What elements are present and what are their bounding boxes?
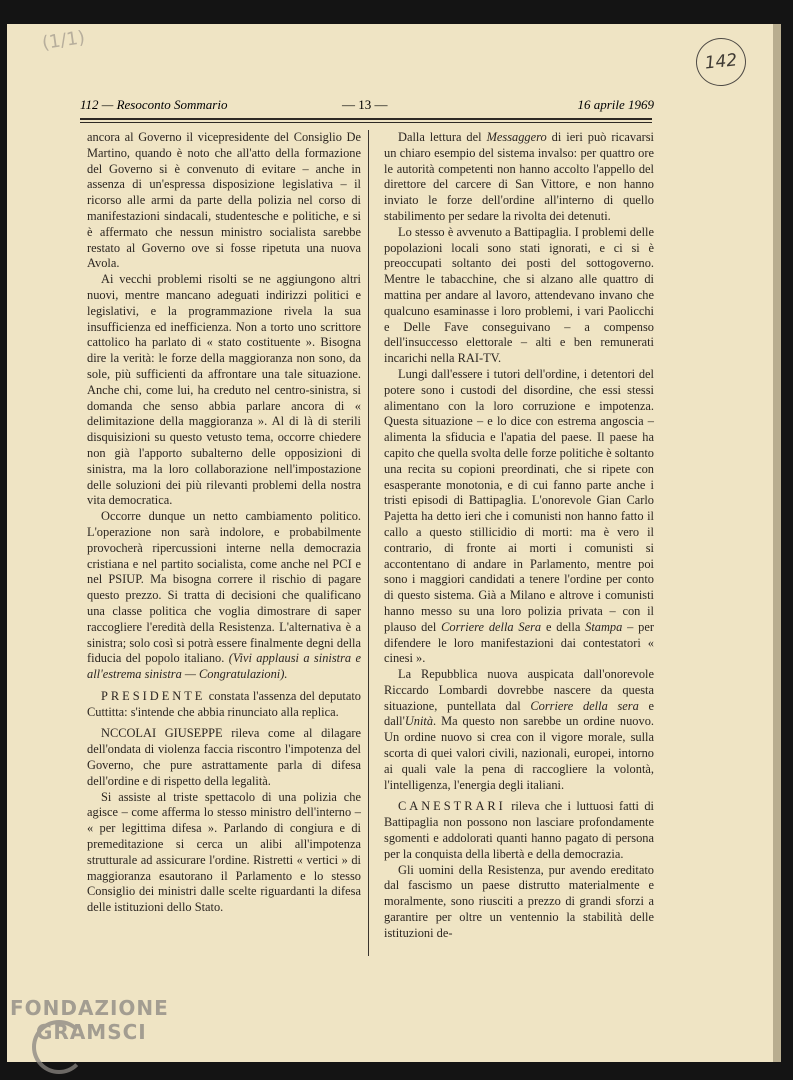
- paragraph: La Repubblica nuova auspicata dall'onorevole Riccardo Lombardi dovrebbe nascere da questa situazione, puntellata dal Corriere della sera e dall'Unità. Ma questo non sarebbe un ordine nuovo. Un ordine nuovo si crea con il vigore morale, sulla scorta di quei valori civili, nazionali, europei, intorno ai quali vale la pena di raccogliere la volontà, l'intelligenza, l'energia degli italiani.: [384, 667, 654, 792]
- paragraph: CANESTRARI rileva che i luttuosi fatti di Battipaglia non possono non lasciare profondamente sgomenti e addolorati quanti hanno pagato di persona per la conquista della libertà e della democrazia.: [384, 799, 654, 861]
- header-date: 16 aprile 1969: [577, 97, 654, 112]
- speaker-name: PRESIDENTE: [101, 688, 206, 703]
- paragraph: Lungi dall'essere i tutori dell'ordine, i detentori del potere sono i custodi del disordine, che essi stessi alimentano con la loro corruzione e impotenza. Questa situazione – e lo dice con estrema angoscia – alimenta la sfiducia e l'apatia del paese. Il paese ha capito che quella svolta delle forze politiche è soltanto una recita su copioni preordinati, che si ripete con esasperante monotonia, e di cui fanno parte anche i tristi episodi di Battipaglia. L'onorevole Gian Carlo Pajetta ha detto ieri che i comunisti non hanno fatto il callo a questo stillicidio di morti: ma è vero il contrario, di fronte ai morti i comunisti si accontentano di andare in Parlamento, mentre poi sono i maggiori candidati a tenere l'ordine per conto di questo sistema. Già a Milano e altrove i comunisti hanno messo su una loro polizia privata – con il plauso del Corriere della Sera e della Stampa – per difendere le loro manifestazioni dai contestatori « cinesi ».: [384, 366, 654, 666]
- paragraph: ancora al Governo il vicepresidente del Consiglio De Martino, quando è noto che all'atto della formazione del Governo si è convenuto di evitare – anche in assenza di un'espressa disposizione legislativa – il ricorso alle armi da parte della polizia nel corso di manifestazioni sindacali, studentesche e politiche, e si è affermato che nessun ministro socialista sarebbe restato al Governo ove si fosse ripetuta una nuova Avola.: [87, 130, 361, 271]
- header-left: 112 — Resoconto Sommario: [80, 97, 228, 112]
- stage-direction: (Vivi applausi a sinistra e all'estrema sinistra — Congratulazioni).: [87, 651, 361, 682]
- speaker-name: NCCOLAI GIUSEPPE: [101, 726, 223, 741]
- newspaper-title: Messaggero: [486, 130, 547, 144]
- fondazione-gramsci-watermark: [10, 996, 200, 1062]
- header-rule: [80, 118, 652, 120]
- paragraph: Ai vecchi problemi risolti se ne aggiungono altri nuovi, mentre mancano adeguati indirizzi politici e legislativi, e la programmazione rivela la sua insufficienza ed inefficienza. Non a torto uno scrittore cattolico ha parlato di « stato costituente ». Bisogna dire la verità: le forze della maggioranza non sono, da sole, più sufficienti da affrontare una tale situazione. Anche chi, come lui, ha creduto nel centro-sinistra, si domanda che senso abbia parlare ancora di « delimitazione della maggioranza ». Al di là di sterili disquisizioni su questo vetusto tema, occorre chiedere non già l'apporto subalterno delle opposizioni di sinistra, ma la loro collaborazione nell'impostazione delle soluzioni dei più rilevanti problemi della nostra vita democratica.: [87, 272, 361, 508]
- newspaper-title: Corriere della sera: [530, 698, 639, 713]
- page-number: — 13 —: [342, 97, 388, 112]
- right-column: [384, 130, 654, 942]
- paragraph: Lo stesso è avvenuto a Battipaglia. I problemi delle popolazioni locali sono stati ignorati, e ci si è preoccupati soltanto dei posti del sottogoverno. Mentre le tabacchine, che si alzano alle quattro di mattina per andare al lavoro, attendevano invano che qualcuno esaminasse i loro problemi, i vari Paolicchi e Delle Fave conseguivano – a compenso dell'insuccesso elettorale – alti e ben remunerati incarichi nella RAI-TV.: [384, 224, 654, 366]
- watermark-line1: FONDAZIONE: [10, 996, 169, 1020]
- paragraph: NCCOLAI GIUSEPPE rileva come al dilagare dell'ondata di violenza faccia riscontro l'impotenza del Governo, che pure astrattamente parla di difesa dell'ordine e di rispetto della legalità.: [87, 726, 361, 788]
- newspaper-title: Corriere della Sera: [441, 619, 542, 634]
- paragraph: Dalla lettura del Messaggero di ieri può ricavarsi un chiaro esempio del sistema invalso: per quattro ore le autorità competenti non hanno accolto l'appello del direttore del carcere di San Vittore, e non hanno inviato le forze dell'ordine all'interno di quello stabilimento per sedare la rivolta dei detenuti.: [384, 130, 654, 223]
- newspaper-title: Stampa: [585, 619, 623, 634]
- column-divider: [368, 130, 369, 956]
- newspaper-title: Unità: [404, 714, 434, 729]
- header-rule-thin: [80, 122, 652, 123]
- left-column: [87, 130, 361, 916]
- paragraph: PRESIDENTE constata l'assenza del deputato Cuttitta: s'intende che abbia rinunciato alla replica.: [87, 688, 361, 719]
- speaker-name: CANESTRARI: [398, 799, 506, 814]
- paragraph: Occorre dunque un netto cambiamento politico. L'operazione non sarà indolore, e probabilmente provocherà ripercussioni interne nella democrazia cristiana e nel partito socialista, come anche nel PCI e nel PSIUP. Ma bisogna correre il rischio di pagare questo prezzo. Si tratta di decisioni che qualificano una classe politica che voglia dimostrare di saper raccogliere l'eredità della Resistenza. L'alternativa è a sinistra; solo così si potrà essere finalmente degni della fiducia del popolo italiano. (Vivi applausi a sinistra e all'estrema sinistra — Congratulazioni).: [87, 509, 361, 682]
- running-header: [80, 97, 654, 117]
- folio-stamp: 142: [694, 36, 749, 89]
- paragraph: Gli uomini della Resistenza, pur avendo ereditato dal fascismo un paese distrutto materialmente e moralmente, sono riusciti a prezzo di grandi sforzi a garantire per oltre un ventennio la stabilità delle istituzioni de-: [384, 862, 654, 940]
- paragraph: Si assiste al triste spettacolo di una polizia che agisce – come afferma lo stesso ministro dell'interno – « per legittima difesa ». Parlando di congiura e di premeditazione si cerca un alibi all'impotenza strutturale ad assicurare l'ordine. Ristretti « vertici » di maggioranza esautorano il Parlamento e lo stesso Consiglio dei ministri dalle scelte riguardanti la difesa delle istituzioni dello Stato.: [87, 789, 361, 915]
- pencil-annotation: (1/1): [40, 27, 87, 54]
- page-edge: [773, 24, 781, 1062]
- watermark-line2: GRAMSCI: [36, 1020, 147, 1044]
